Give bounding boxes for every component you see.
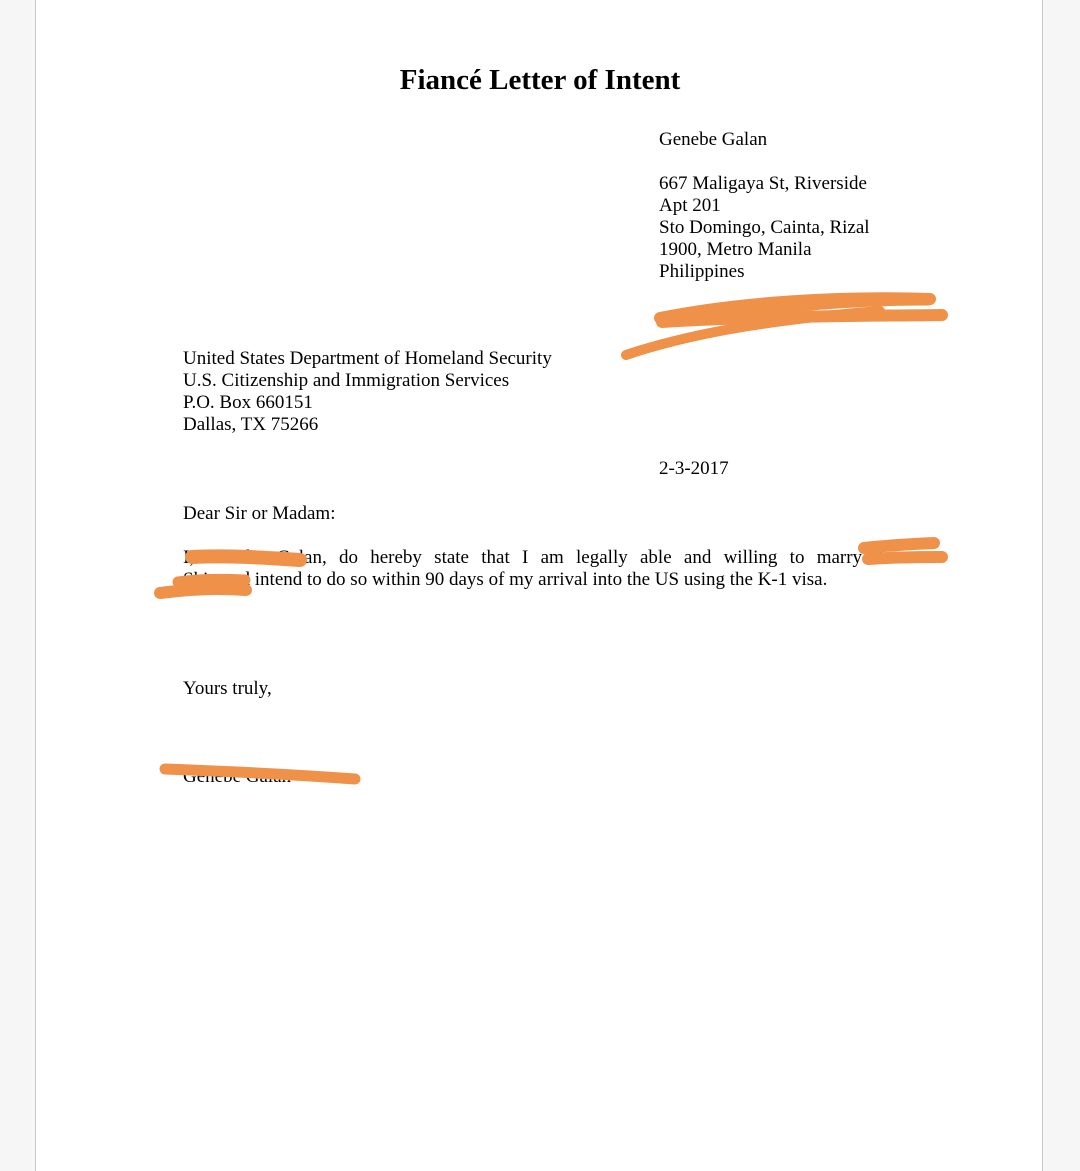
closing: Yours truly,	[183, 678, 272, 699]
salutation: Dear Sir or Madam:	[183, 503, 336, 524]
recipient-line: Dallas, TX 75266	[183, 414, 319, 435]
body-line: Shi , and intend to do so within 90 days of my arrival into the US using the K-1 visa.	[183, 569, 828, 590]
document-title: Fiancé Letter of Intent	[399, 64, 681, 96]
sender-address-line: Philippines	[659, 261, 745, 282]
signature-name: Genebe Galan	[183, 766, 292, 787]
recipient-line: U.S. Citizenship and Immigration Services	[183, 370, 510, 391]
recipient-line: United States Department of Homeland Security	[183, 348, 552, 369]
sender-address-line: 1900, Metro Manila	[659, 239, 812, 260]
sender-address-line: Sto Domingo, Cainta, Rizal	[659, 217, 870, 238]
sender-address-line: Apt 201	[659, 195, 721, 216]
sender-address-line: 667 Maligaya St, Riverside	[659, 173, 867, 194]
document-page	[35, 0, 1043, 1171]
sender-name: Genebe Galan	[659, 129, 768, 150]
body-paragraph	[183, 547, 887, 591]
body-line: I, Genebe Galan, do hereby state that I am legally able and willing to marry A	[183, 547, 887, 568]
letter-date: 2-3-2017	[659, 458, 729, 479]
recipient-line: P.O. Box 660151	[183, 392, 313, 413]
